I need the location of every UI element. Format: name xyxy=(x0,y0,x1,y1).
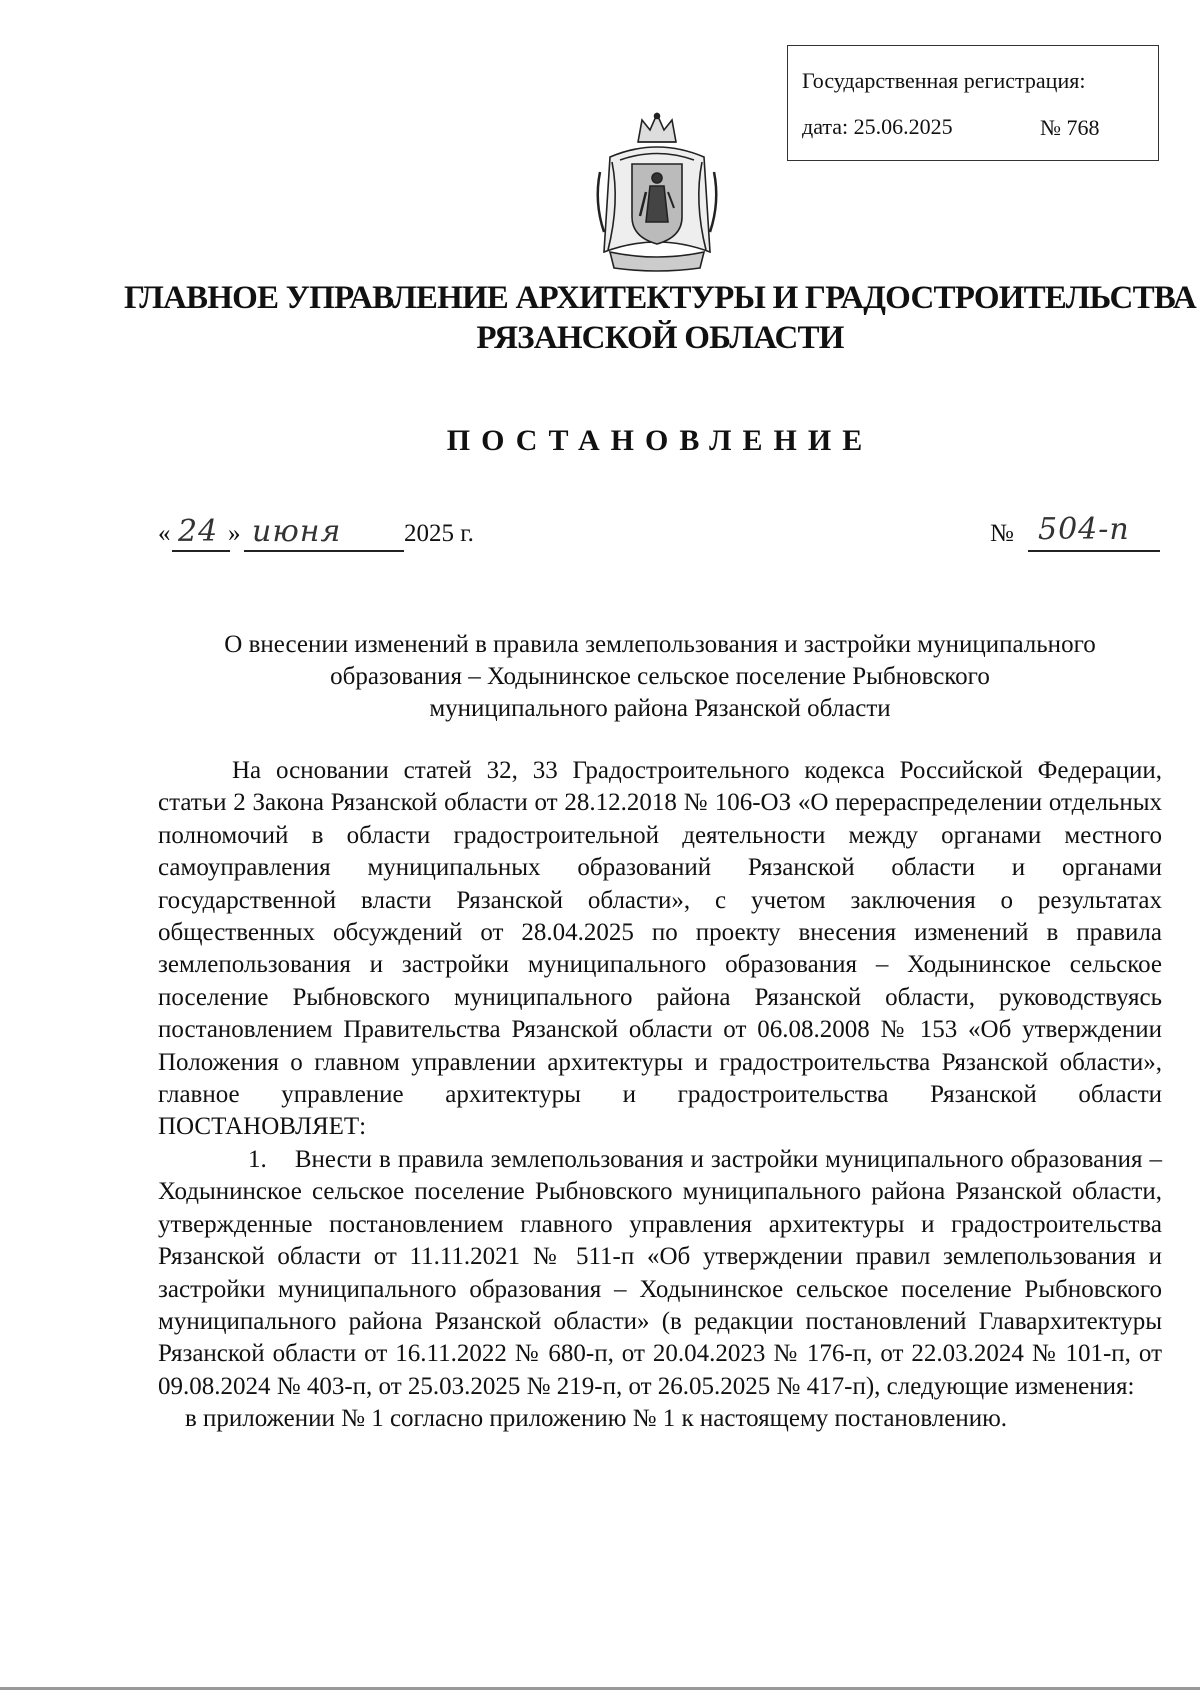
date-open-quote: « xyxy=(158,520,171,547)
page-bottom-rule xyxy=(0,1687,1200,1690)
registration-date: дата: 25.06.2025 xyxy=(802,114,953,139)
date-month-handwritten: июня xyxy=(252,514,342,549)
document-body xyxy=(158,755,1169,1436)
date-year: 2025 г. xyxy=(404,520,474,547)
number-sign: № xyxy=(990,520,1014,547)
document-type-heading: ПОСТАНОВЛЕНИЕ xyxy=(446,424,874,457)
month-underline xyxy=(244,550,404,552)
item-1-paragraph: 1. Внести в правила землепользования и застройки муниципального образования – Ходынинское сельское поселение Рыбновского муниципального района Рязанской области, утвержденные постановлением главного управления архитектуры и градостроительства Рязанской области от 11.11.2021 № 511-п «Об утверждении правил землепользования и застройки муниципального образования – Ходынинское сельское поселение Рыбновского муниципального района Рязанской области» (в редакции постановлений Главархитектуры Рязанской области от 16.11.2022 № 680-п, от 20.04.2023 № 176-п, от 22.03.2024 № 101-п, от 09.08.2024 № 403-п, от 25.03.2025 № 219-п, от 26.05.2025 № 417-п), следующие изменения: xyxy=(158,1145,1169,1400)
registration-number: № 768 xyxy=(1040,115,1100,140)
item-1-subparagraph: в приложении № 1 согласно приложению № 1 к настоящему постановлению. xyxy=(185,1405,1008,1433)
number-underline xyxy=(1028,550,1160,552)
organization-name-line-2: РЯЗАНСКОЙ ОБЛАСТИ xyxy=(476,320,844,356)
preamble-paragraph: На основании статей 32, 33 Градостроительного кодекса Российской Федерации, статьи 2 Закона Рязанской области от 28.12.2018 № 106-ОЗ «О перераспределении отдельных полномочий в области градостроительной деятельности между органами местного самоуправления муниципальных образований Рязанской области и органами государственной власти Рязанской области», с учетом заключения о результатах общественных обсуждений от 28.04.2025 по проекту внесения изменений в правила землепользования и застройки муниципального образования – Ходынинское сельское поселение Рыбновского муниципального района Рязанской области, руководствуясь постановлением Правительства Рязанской области от 06.08.2008 № 153 «Об утверждении Положения о главном управлении архитектуры и градостроительства Рязанской области», главное управление архитектуры и градостроительства Рязанской области ПОСТАНОВЛЯЕТ: xyxy=(158,757,1162,1141)
subject-line-2: образования – Ходынинское сельское поселение Рыбновского xyxy=(330,663,990,690)
subject-line-3: муниципального района Рязанской области xyxy=(429,695,891,722)
date-day-handwritten: 24 xyxy=(178,514,219,549)
document-number-handwritten: 504-п xyxy=(1038,512,1130,547)
state-registration-stamp xyxy=(787,45,1159,161)
date-close-quote: » xyxy=(228,520,241,547)
organization-name-line-1: ГЛАВНОЕ УПРАВЛЕНИЕ АРХИТЕКТУРЫ И ГРАДОСТРОИТЕЛЬСТВА xyxy=(124,280,1196,316)
ryazan-coat-of-arms-icon xyxy=(590,112,725,272)
registration-title: Государственная регистрация: xyxy=(802,68,1086,93)
document-subject xyxy=(100,629,1200,725)
subject-line-1: О внесении изменений в правила землепользования и застройки муниципального xyxy=(224,631,1096,658)
organization-name xyxy=(100,278,1200,358)
day-underline xyxy=(172,550,230,552)
